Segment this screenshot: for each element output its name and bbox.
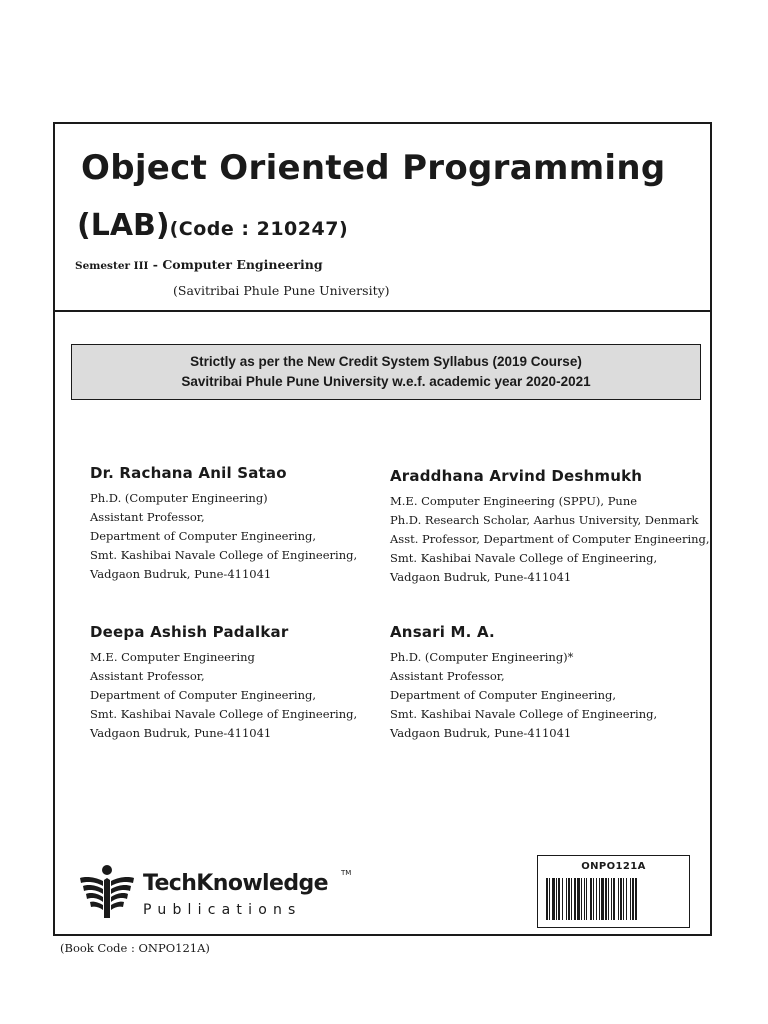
barcode-stripe bbox=[568, 878, 570, 920]
semester-label: Semester III bbox=[75, 260, 149, 272]
book-subtitle bbox=[77, 208, 348, 243]
barcode-stripe bbox=[626, 878, 627, 920]
syllabus-line-2: Savitribai Phule Pune University w.e.f. academic year 2020-2021 bbox=[181, 374, 591, 389]
author-block-1 bbox=[90, 464, 390, 584]
header-divider bbox=[55, 310, 710, 312]
author-block-4 bbox=[390, 623, 690, 743]
barcode-label: ONPO121A bbox=[581, 861, 646, 872]
author-detail: Vadgaon Budruk, Pune-411041 bbox=[390, 726, 572, 740]
lab-label: (LAB) bbox=[77, 208, 170, 243]
author-qualification: M.E. Computer Engineering (SPPU), Pune bbox=[390, 494, 638, 508]
course-code: (Code : 210247) bbox=[169, 218, 349, 240]
barcode-stripe bbox=[630, 878, 631, 920]
author-detail: Smt. Kashibai Navale College of Engineering, bbox=[390, 707, 658, 721]
barcode-stripe bbox=[558, 878, 560, 920]
publisher-brand: TechKnowledge bbox=[143, 871, 328, 896]
book-code: (Book Code : ONPO121A) bbox=[60, 941, 210, 955]
barcode-stripe bbox=[599, 878, 600, 920]
author-qualification: M.E. Computer Engineering bbox=[90, 650, 255, 664]
barcode-stripe bbox=[574, 878, 576, 920]
author-name: Dr. Rachana Anil Satao bbox=[90, 464, 287, 482]
author-detail: Asst. Professor, Department of Computer Engineering, bbox=[390, 532, 710, 546]
author-detail: Smt. Kashibai Navale College of Engineering, bbox=[390, 551, 658, 565]
author-detail: Vadgaon Budruk, Pune-411041 bbox=[90, 567, 272, 581]
author-qualification: Ph.D. (Computer Engineering)* bbox=[390, 650, 574, 664]
barcode-stripe bbox=[611, 878, 612, 920]
barcode-stripe bbox=[635, 878, 637, 920]
barcode-stripe bbox=[618, 878, 619, 920]
department-label: - Computer Engineering bbox=[148, 257, 323, 272]
barcode-stripe bbox=[546, 878, 548, 920]
publisher-subtitle: Publications bbox=[143, 902, 302, 918]
author-detail: Vadgaon Budruk, Pune-411041 bbox=[390, 570, 572, 584]
barcode-stripe bbox=[552, 878, 555, 920]
author-detail: Ph.D. Research Scholar, Aarhus University, Denmark bbox=[390, 513, 699, 527]
book-title: Object Oriented Programming bbox=[81, 148, 666, 188]
barcode-stripe bbox=[556, 878, 557, 920]
author-detail: Smt. Kashibai Navale College of Engineering, bbox=[90, 707, 358, 721]
author-name: Deepa Ashish Padalkar bbox=[90, 623, 289, 641]
barcode-stripe bbox=[601, 878, 604, 920]
barcode-stripe bbox=[623, 878, 624, 920]
author-detail: Assistant Professor, bbox=[90, 669, 205, 683]
university-label: (Savitribai Phule Pune University) bbox=[173, 283, 390, 298]
author-detail: Assistant Professor, bbox=[390, 669, 505, 683]
syllabus-line-1: Strictly as per the New Credit System Syllabus (2019 Course) bbox=[190, 354, 582, 369]
barcode-stripe bbox=[632, 878, 634, 920]
cover-frame bbox=[53, 122, 712, 936]
publisher-logo bbox=[79, 864, 352, 924]
barcode-stripe bbox=[562, 878, 563, 920]
barcode-stripe bbox=[596, 878, 597, 920]
author-detail: Smt. Kashibai Navale College of Engineering, bbox=[90, 548, 358, 562]
book-leaf-logo-icon bbox=[79, 864, 135, 920]
barcode-stripe bbox=[593, 878, 594, 920]
barcode-stripe bbox=[608, 878, 609, 920]
barcode-stripe bbox=[605, 878, 607, 920]
author-detail: Department of Computer Engineering, bbox=[90, 688, 317, 702]
author-block-2 bbox=[390, 467, 710, 587]
barcode-stripe bbox=[613, 878, 615, 920]
author-detail: Assistant Professor, bbox=[90, 510, 205, 524]
author-detail: Department of Computer Engineering, bbox=[390, 688, 617, 702]
barcode-icon bbox=[546, 878, 682, 920]
semester-line bbox=[75, 254, 323, 273]
barcode-stripe bbox=[590, 878, 592, 920]
author-block-3 bbox=[90, 623, 390, 743]
barcode-stripe bbox=[581, 878, 582, 920]
author-name: Ansari M. A. bbox=[390, 623, 495, 641]
author-name: Araddhana Arvind Deshmukh bbox=[390, 467, 643, 485]
barcode-box bbox=[537, 855, 690, 928]
barcode-stripe bbox=[577, 878, 580, 920]
barcode-stripe bbox=[566, 878, 567, 920]
barcode-stripe bbox=[549, 878, 550, 920]
barcode-stripe bbox=[586, 878, 587, 920]
barcode-stripe bbox=[620, 878, 622, 920]
barcode-stripe bbox=[571, 878, 572, 920]
barcode-stripe bbox=[584, 878, 585, 920]
author-detail: Vadgaon Budruk, Pune-411041 bbox=[90, 726, 272, 740]
syllabus-box bbox=[71, 344, 701, 400]
author-qualification: Ph.D. (Computer Engineering) bbox=[90, 491, 268, 505]
author-detail: Department of Computer Engineering, bbox=[90, 529, 317, 543]
trademark-mark: TM bbox=[341, 869, 352, 877]
